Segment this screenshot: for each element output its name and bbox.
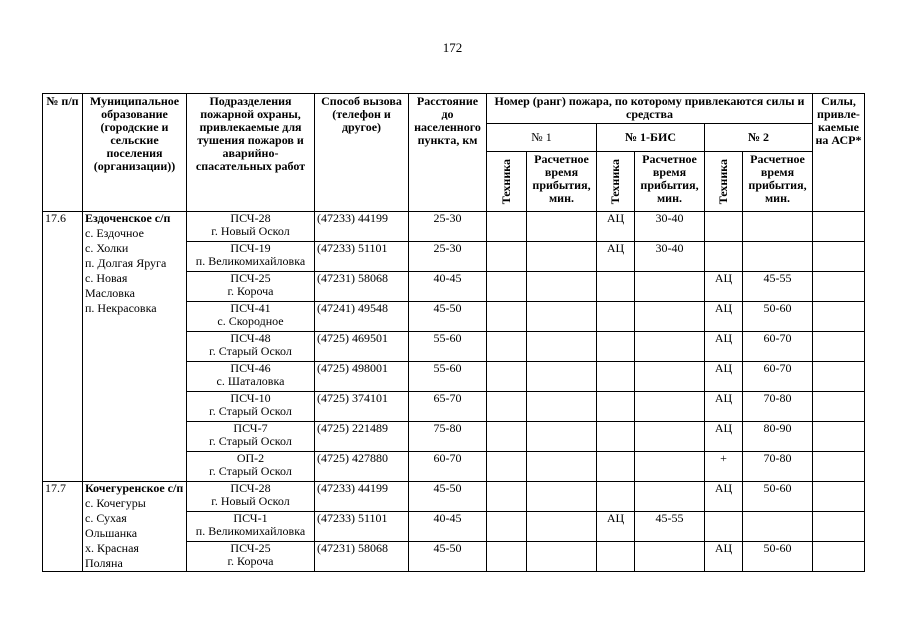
tech-1bis-cell <box>597 392 635 422</box>
asr-cell <box>813 212 865 242</box>
distance-cell: 40-45 <box>409 512 487 542</box>
tech-1-cell <box>487 302 527 332</box>
arrival-1bis-cell: 30-40 <box>635 242 705 272</box>
municipality-cell <box>83 212 187 482</box>
unit-name: ПСЧ-7 <box>233 421 268 435</box>
tech-1bis-cell <box>597 542 635 572</box>
tech-1bis-cell <box>597 452 635 482</box>
phone-cell: (47233) 51101 <box>315 242 409 272</box>
unit-location: п. Великомихайловка <box>195 524 306 538</box>
distance-cell: 45-50 <box>409 482 487 512</box>
tech-2-cell: АЦ <box>705 332 743 362</box>
arrival-1bis-cell <box>635 332 705 362</box>
arrival-1bis-cell <box>635 452 705 482</box>
arrival-1-cell <box>527 422 597 452</box>
arrival-1-cell <box>527 332 597 362</box>
header-tech-1: Техника <box>499 158 513 205</box>
arrival-1-cell <box>527 482 597 512</box>
tech-1bis-cell <box>597 272 635 302</box>
tech-2-cell <box>705 212 743 242</box>
distance-cell: 55-60 <box>409 332 487 362</box>
asr-cell <box>813 242 865 272</box>
arrival-2-cell: 70-80 <box>743 392 813 422</box>
phone-cell: (47233) 44199 <box>315 482 409 512</box>
tech-1-cell <box>487 362 527 392</box>
tech-2-cell <box>705 242 743 272</box>
settlement-name: Масловка <box>85 286 135 300</box>
unit-name: ПСЧ-48 <box>230 331 271 345</box>
unit-location: с. Скородное <box>217 314 284 328</box>
unit-name: ПСЧ-19 <box>230 241 271 255</box>
unit-cell <box>187 272 315 302</box>
unit-location: г. Старый Оскол <box>209 344 292 358</box>
arrival-1bis-cell <box>635 482 705 512</box>
phone-cell: (47233) 51101 <box>315 512 409 542</box>
unit-cell <box>187 212 315 242</box>
unit-cell <box>187 422 315 452</box>
distance-cell: 40-45 <box>409 272 487 302</box>
arrival-1-cell <box>527 272 597 302</box>
header-num: № п/п <box>43 94 83 212</box>
row-number: 17.6 <box>43 212 83 482</box>
tech-1bis-cell <box>597 362 635 392</box>
unit-name: ОП-2 <box>236 451 265 465</box>
asr-cell <box>813 482 865 512</box>
phone-cell: (47233) 44199 <box>315 212 409 242</box>
phone-cell: (4725) 374101 <box>315 392 409 422</box>
header-municipality: Муниципальное образование (городские и сельские поселения (организации)) <box>83 94 187 212</box>
tech-1-cell <box>487 542 527 572</box>
settlement-name: с. Сухая <box>85 511 127 525</box>
arrival-2-cell: 50-60 <box>743 482 813 512</box>
arrival-2-cell <box>743 212 813 242</box>
asr-cell <box>813 302 865 332</box>
unit-cell <box>187 512 315 542</box>
arrival-1-cell <box>527 212 597 242</box>
unit-name: ПСЧ-1 <box>233 511 268 525</box>
asr-cell <box>813 272 865 302</box>
unit-location: г. Короча <box>227 554 274 568</box>
asr-cell <box>813 362 865 392</box>
tech-2-cell: АЦ <box>705 362 743 392</box>
arrival-2-cell: 60-70 <box>743 362 813 392</box>
arrival-2-cell <box>743 242 813 272</box>
municipality-title: Ездоченское с/п <box>85 211 171 225</box>
arrival-1bis-cell <box>635 302 705 332</box>
arrival-1bis-cell <box>635 362 705 392</box>
unit-location: г. Новый Оскол <box>211 224 290 238</box>
unit-location: г. Короча <box>227 284 274 298</box>
tech-2-cell: АЦ <box>705 302 743 332</box>
table-row <box>43 212 865 242</box>
distance-cell: 25-30 <box>409 212 487 242</box>
arrival-2-cell: 60-70 <box>743 332 813 362</box>
settlement-name: с. Кочегуры <box>85 496 146 510</box>
phone-cell: (4725) 498001 <box>315 362 409 392</box>
tech-2-cell: АЦ <box>705 272 743 302</box>
header-tech-2: Техника <box>716 158 730 205</box>
unit-location: п. Великомихайловка <box>195 254 306 268</box>
header-n1: № 1 <box>487 124 597 152</box>
settlement-name: п. Некрасовка <box>85 301 157 315</box>
distance-cell: 45-50 <box>409 302 487 332</box>
arrival-2-cell: 70-80 <box>743 452 813 482</box>
unit-name: ПСЧ-28 <box>230 211 271 225</box>
page-number: 172 <box>442 40 463 55</box>
arrival-1bis-cell <box>635 272 705 302</box>
unit-cell <box>187 362 315 392</box>
tech-2-cell: АЦ <box>705 482 743 512</box>
header-units: Подразделения пожарной охраны, привлекаемые для тушения пожаров и аварийно-спасательных работ <box>187 94 315 212</box>
arrival-1bis-cell: 30-40 <box>635 212 705 242</box>
tech-2-cell: АЦ <box>705 542 743 572</box>
header-asr: Силы, привле-каемые на АСР* <box>813 94 865 212</box>
tech-1bis-cell <box>597 332 635 362</box>
tech-1-cell <box>487 332 527 362</box>
settlement-name: х. Красная <box>85 541 139 555</box>
unit-cell <box>187 542 315 572</box>
unit-location: г. Старый Оскол <box>209 464 292 478</box>
unit-name: ПСЧ-10 <box>230 391 271 405</box>
distance-cell: 55-60 <box>409 362 487 392</box>
settlement-name: п. Долгая Яруга <box>85 256 167 270</box>
arrival-1-cell <box>527 302 597 332</box>
tech-1-cell <box>487 422 527 452</box>
header-fire-number: Номер (ранг) пожара, по которому привлекаются силы и средства <box>487 94 813 124</box>
tech-1bis-cell: АЦ <box>597 242 635 272</box>
unit-location: г. Старый Оскол <box>209 404 292 418</box>
tech-1-cell <box>487 482 527 512</box>
phone-cell: (4725) 221489 <box>315 422 409 452</box>
tech-2-cell: + <box>705 452 743 482</box>
header-n1bis: № 1-БИС <box>597 124 705 152</box>
arrival-1bis-cell <box>635 542 705 572</box>
arrival-1-cell <box>527 362 597 392</box>
arrival-1bis-cell <box>635 422 705 452</box>
asr-cell <box>813 512 865 542</box>
header-tech-1bis: Техника <box>608 158 622 205</box>
tech-1-cell <box>487 452 527 482</box>
municipality-title: Кочегуренское с/п <box>85 481 184 495</box>
header-arrival-1bis: Расчетное время прибытия, мин. <box>635 152 705 212</box>
asr-cell <box>813 392 865 422</box>
unit-cell <box>187 482 315 512</box>
distance-cell: 75-80 <box>409 422 487 452</box>
tech-2-cell: АЦ <box>705 422 743 452</box>
phone-cell: (47241) 49548 <box>315 302 409 332</box>
arrival-2-cell <box>743 512 813 542</box>
header-arrival-1: Расчетное время прибытия, мин. <box>527 152 597 212</box>
unit-location: г. Новый Оскол <box>211 494 290 508</box>
tech-1bis-cell <box>597 422 635 452</box>
phone-cell: (47231) 58068 <box>315 542 409 572</box>
tech-1-cell <box>487 392 527 422</box>
row-number: 17.7 <box>43 482 83 572</box>
arrival-1-cell <box>527 452 597 482</box>
asr-cell <box>813 332 865 362</box>
unit-name: ПСЧ-25 <box>230 271 271 285</box>
arrival-2-cell: 50-60 <box>743 542 813 572</box>
tech-1-cell <box>487 272 527 302</box>
phone-cell: (4725) 427880 <box>315 452 409 482</box>
settlement-name: Ольшанка <box>85 526 138 540</box>
tech-1bis-cell <box>597 482 635 512</box>
arrival-2-cell: 45-55 <box>743 272 813 302</box>
phone-cell: (4725) 469501 <box>315 332 409 362</box>
asr-cell <box>813 542 865 572</box>
fire-forces-table <box>42 93 865 572</box>
unit-cell <box>187 332 315 362</box>
tech-2-cell: АЦ <box>705 392 743 422</box>
distance-cell: 65-70 <box>409 392 487 422</box>
distance-cell: 25-30 <box>409 242 487 272</box>
unit-location: с. Шаталовка <box>216 374 285 388</box>
tech-1bis-cell: АЦ <box>597 212 635 242</box>
asr-cell <box>813 452 865 482</box>
arrival-1-cell <box>527 542 597 572</box>
settlement-name: с. Ездочное <box>85 226 144 240</box>
unit-cell <box>187 452 315 482</box>
header-n2: № 2 <box>705 124 813 152</box>
unit-cell <box>187 392 315 422</box>
tech-1-cell <box>487 212 527 242</box>
tech-1bis-cell <box>597 302 635 332</box>
settlement-name: Поляна <box>85 556 123 570</box>
arrival-1bis-cell <box>635 392 705 422</box>
unit-cell <box>187 242 315 272</box>
tech-1bis-cell: АЦ <box>597 512 635 542</box>
unit-name: ПСЧ-41 <box>230 301 271 315</box>
header-call-method: Способ вызова (телефон и другое) <box>315 94 409 212</box>
unit-name: ПСЧ-28 <box>230 481 271 495</box>
tech-2-cell <box>705 512 743 542</box>
header-arrival-2: Расчетное время прибытия, мин. <box>743 152 813 212</box>
unit-name: ПСЧ-25 <box>230 541 271 555</box>
arrival-1-cell <box>527 242 597 272</box>
arrival-1-cell <box>527 512 597 542</box>
settlement-name: с. Холки <box>85 241 129 255</box>
table-row <box>43 482 865 512</box>
unit-name: ПСЧ-46 <box>230 361 271 375</box>
unit-location: г. Старый Оскол <box>209 434 292 448</box>
asr-cell <box>813 422 865 452</box>
arrival-2-cell: 50-60 <box>743 302 813 332</box>
arrival-1-cell <box>527 392 597 422</box>
settlement-name: с. Новая <box>85 271 128 285</box>
distance-cell: 45-50 <box>409 542 487 572</box>
header-distance: Расстояние до населенного пункта, км <box>409 94 487 212</box>
tech-1-cell <box>487 242 527 272</box>
distance-cell: 60-70 <box>409 452 487 482</box>
arrival-1bis-cell: 45-55 <box>635 512 705 542</box>
municipality-cell <box>83 482 187 572</box>
unit-cell <box>187 302 315 332</box>
arrival-2-cell: 80-90 <box>743 422 813 452</box>
tech-1-cell <box>487 512 527 542</box>
phone-cell: (47231) 58068 <box>315 272 409 302</box>
